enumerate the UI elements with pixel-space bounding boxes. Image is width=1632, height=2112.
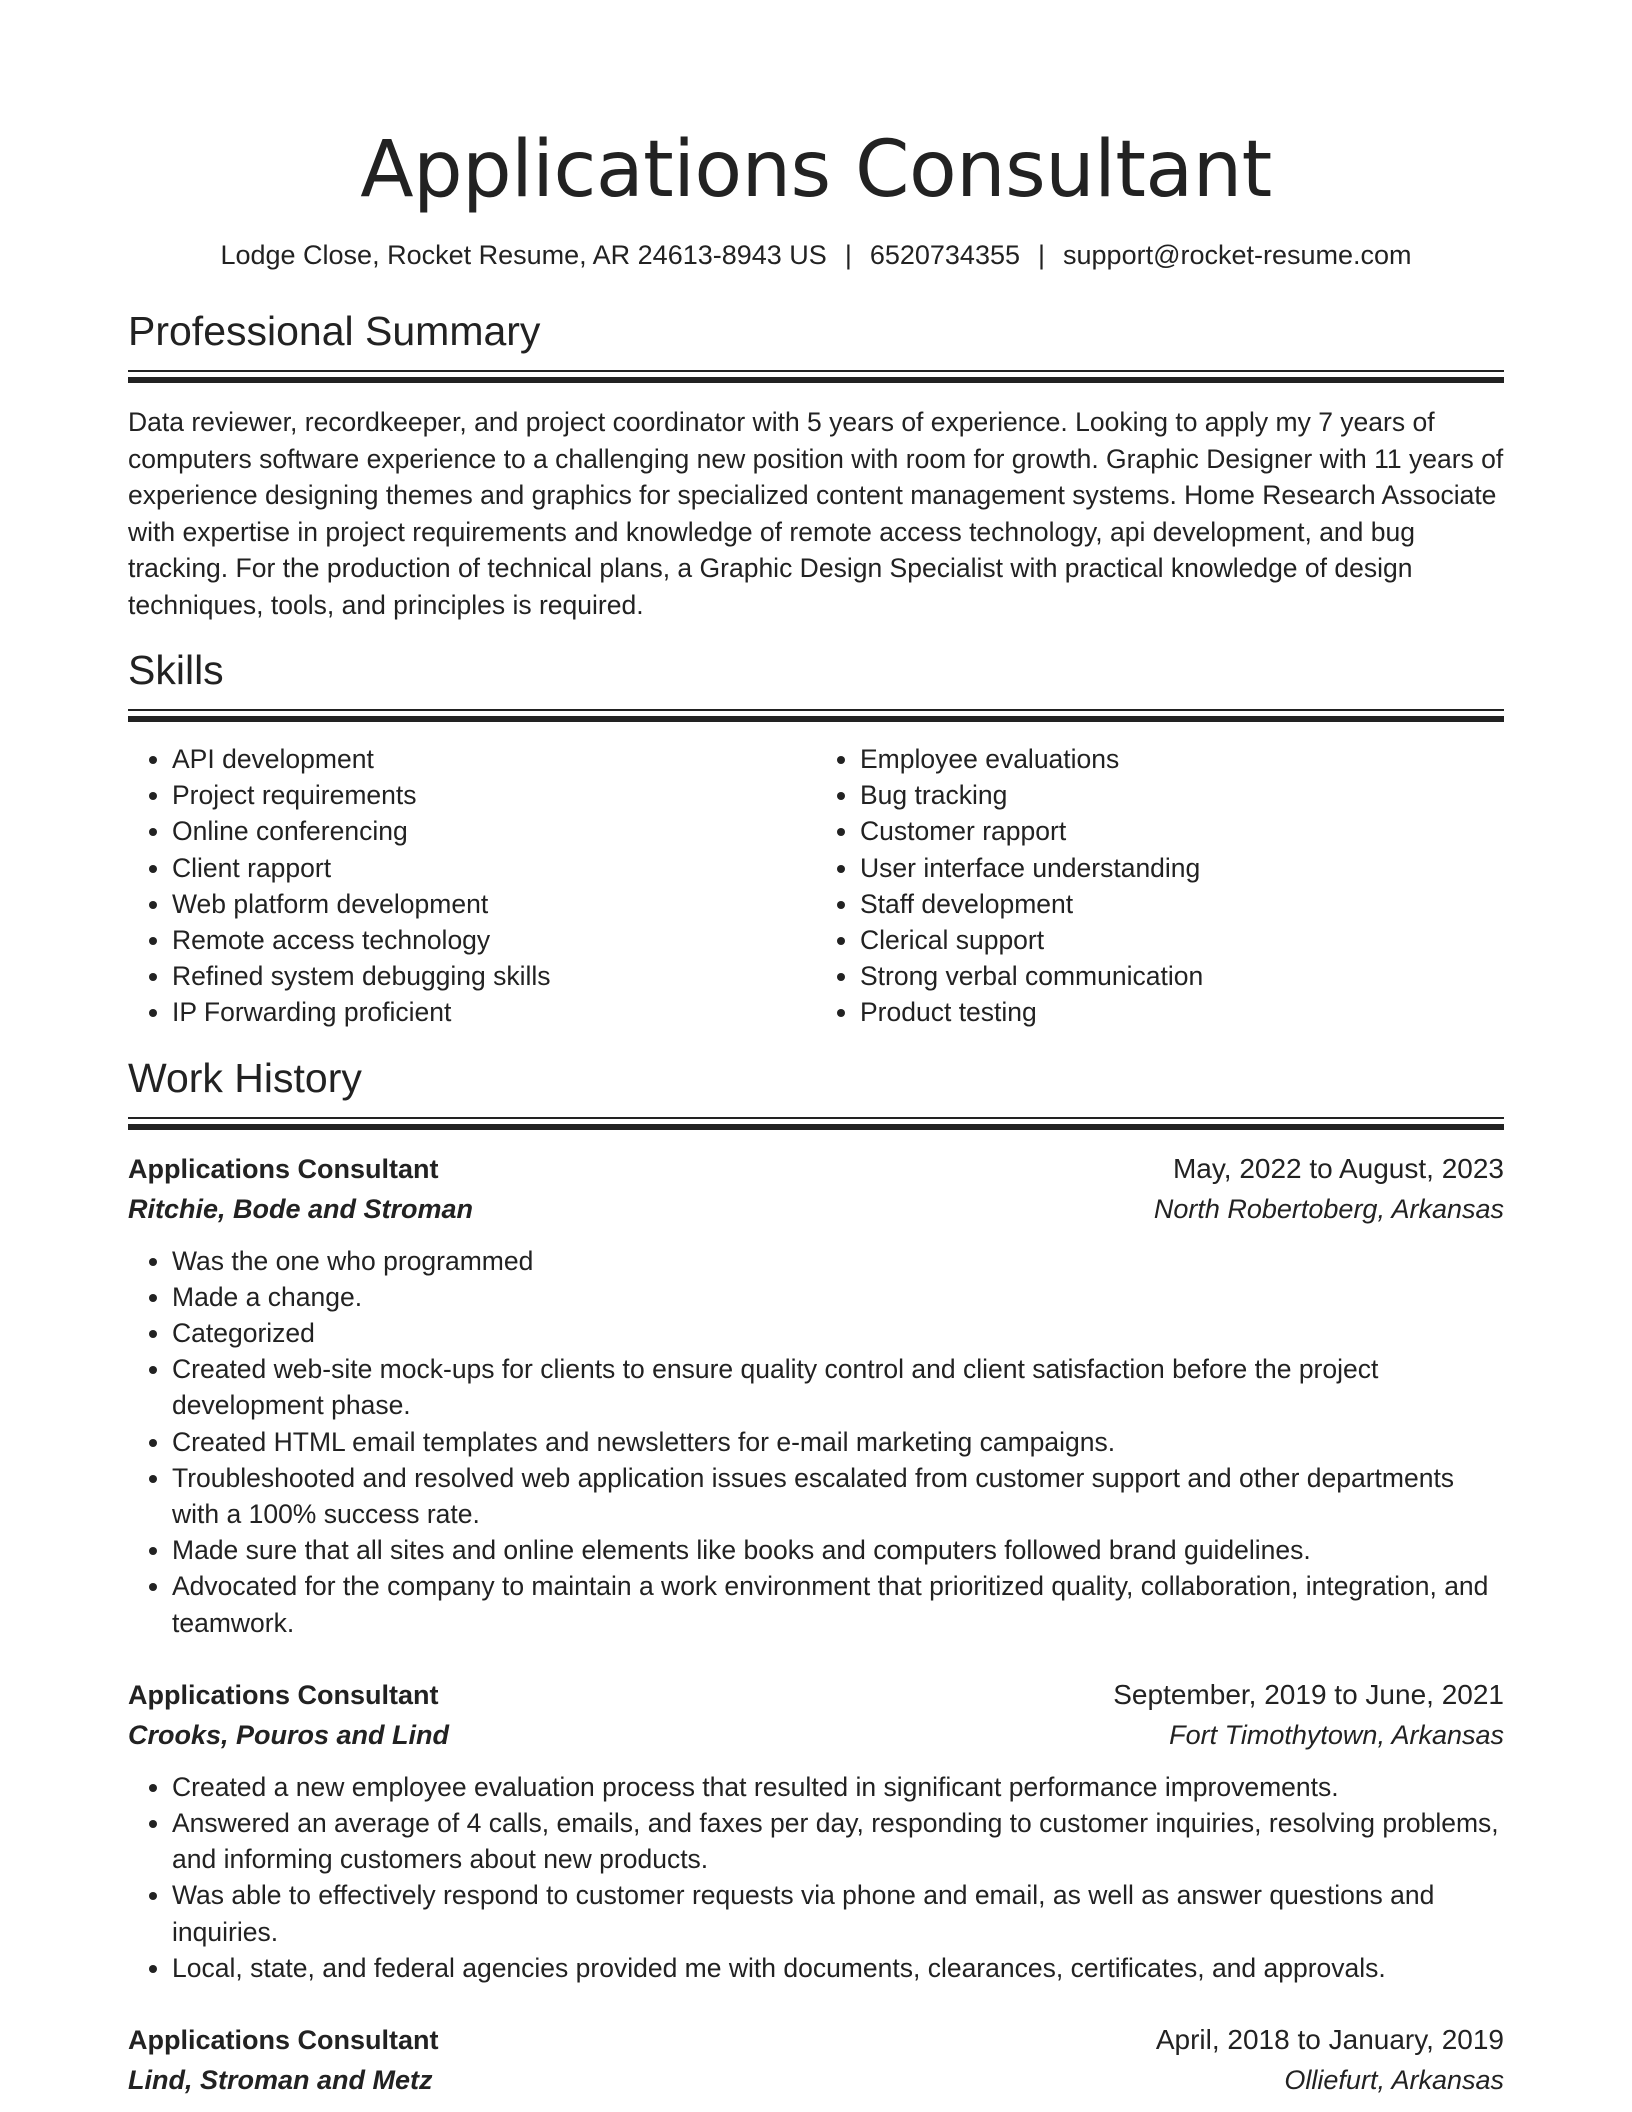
job-location: North Robertoberg, Arkansas bbox=[1153, 1193, 1504, 1224]
job-company: Lind, Stroman and Metz bbox=[128, 2065, 433, 2096]
list-item: • Online conferencing bbox=[172, 813, 816, 849]
list-item: • Local, state, and federal agencies provided me with documents, clearances, certificates, and approvals. bbox=[172, 1950, 1504, 1986]
job-title: Applications Consultant bbox=[128, 1153, 439, 1184]
list-item: • IP Forwarding proficient bbox=[172, 994, 816, 1030]
contact-address: Lodge Close, Rocket Resume, AR 24613-8943 US bbox=[220, 240, 827, 270]
list-item: • Customer rapport bbox=[860, 813, 1504, 849]
job-company: Ritchie, Bode and Stroman bbox=[128, 1193, 474, 1224]
section-divider bbox=[128, 370, 1504, 384]
job-company-row bbox=[128, 1715, 1504, 1755]
list-item: • Remote access technology bbox=[172, 922, 816, 958]
job-bullets bbox=[128, 1243, 1504, 1641]
section-heading-work-history: Work History bbox=[128, 1054, 362, 1101]
job-entry bbox=[128, 1675, 1504, 1986]
job-title-row bbox=[128, 1675, 1504, 1715]
job-title-row bbox=[128, 1149, 1504, 1189]
job-dates: September, 2019 to June, 2021 bbox=[1113, 1678, 1504, 1710]
job-title-row bbox=[128, 2020, 1504, 2060]
contact-line bbox=[128, 238, 1504, 272]
list-item: • Product testing bbox=[860, 994, 1504, 1030]
list-item: • Answered an average of 4 calls, emails, and faxes per day, responding to customer inquiries, resolving problems, and informing customers about new products. bbox=[172, 1805, 1504, 1877]
job-company-row bbox=[128, 2060, 1504, 2100]
contact-phone: 6520734355 bbox=[869, 240, 1020, 270]
skills-columns bbox=[128, 741, 1504, 1031]
job-entry bbox=[128, 1149, 1504, 1641]
job-entry bbox=[128, 2020, 1504, 2100]
list-item: • Client rapport bbox=[172, 850, 816, 886]
list-item: • Troubleshooted and resolved web application issues escalated from customer support and other departments with a 100% success rate. bbox=[172, 1460, 1504, 1532]
job-bullets bbox=[128, 1769, 1504, 1986]
job-company-row bbox=[128, 1189, 1504, 1229]
section-heading-summary: Professional Summary bbox=[128, 308, 541, 354]
contact-email[interactable]: support@rocket-resume.com bbox=[1063, 240, 1412, 270]
resume-name: Applications Consultant bbox=[360, 125, 1272, 215]
list-item: • Created a new employee evaluation process that resulted in significant performance improvements. bbox=[172, 1769, 1504, 1805]
list-item: • Advocated for the company to maintain a work environment that prioritized quality, collaboration, integration, and teamwork. bbox=[172, 1568, 1504, 1640]
list-item: • Staff development bbox=[860, 886, 1504, 922]
job-company: Crooks, Pouros and Lind bbox=[128, 1719, 450, 1750]
list-item: • Made sure that all sites and online elements like books and computers followed brand guidelines. bbox=[172, 1532, 1504, 1568]
section-heading-skills: Skills bbox=[128, 647, 224, 693]
skills-list-right bbox=[816, 741, 1504, 1031]
work-history-section bbox=[128, 1053, 1504, 2100]
contact-separator: | bbox=[844, 240, 852, 270]
list-item: • Clerical support bbox=[860, 922, 1504, 958]
list-item: • Categorized bbox=[172, 1315, 1504, 1351]
list-item: • Created HTML email templates and newsletters for e-mail marketing campaigns. bbox=[172, 1424, 1504, 1460]
summary-section bbox=[128, 306, 1504, 623]
list-item: • API development bbox=[172, 741, 816, 777]
job-title: Applications Consultant bbox=[128, 1679, 439, 1710]
list-item: • Refined system debugging skills bbox=[172, 958, 816, 994]
list-item: • User interface understanding bbox=[860, 850, 1504, 886]
summary-text: Data reviewer, recordkeeper, and project coordinator with 5 years of experience. Looking to apply my 7 years of computers software experience to a challenging new position with room for growth. Graphic Designer with 11 years of experience designing themes and graphics for specialized content management systems. Home Research Associate with expertise in project requirements and knowledge of remote access technology, api development, and bug tracking. For the production of technical plans, a Graphic Design Specialist with practical knowledge of design techniques, tools, and principles is required. bbox=[128, 407, 1504, 620]
list-item: • Made a change. bbox=[172, 1279, 1504, 1315]
list-item: • Strong verbal communication bbox=[860, 958, 1504, 994]
job-title: Applications Consultant bbox=[128, 2025, 439, 2056]
section-divider bbox=[128, 709, 1504, 723]
list-item: • Project requirements bbox=[172, 777, 816, 813]
skills-list-left bbox=[128, 741, 816, 1031]
contact-separator: | bbox=[1038, 240, 1046, 270]
list-item: • Bug tracking bbox=[860, 777, 1504, 813]
skills-section bbox=[128, 645, 1504, 1031]
job-list bbox=[128, 1149, 1504, 2100]
job-location: Olliefurt, Arkansas bbox=[1284, 2065, 1504, 2096]
list-item: • Was the one who programmed bbox=[172, 1243, 1504, 1279]
job-dates: April, 2018 to January, 2019 bbox=[1155, 2024, 1504, 2056]
job-location: Fort Timothytown, Arkansas bbox=[1169, 1719, 1504, 1750]
section-divider bbox=[128, 1117, 1504, 1131]
job-dates: May, 2022 to August, 2023 bbox=[1172, 1152, 1504, 1184]
list-item: • Was able to effectively respond to customer requests via phone and email, as well as answer questions and inquiries. bbox=[172, 1877, 1504, 1949]
list-item: • Created web-site mock-ups for clients to ensure quality control and client satisfaction before the project development phase. bbox=[172, 1351, 1504, 1423]
list-item: • Web platform development bbox=[172, 886, 816, 922]
list-item: • Employee evaluations bbox=[860, 741, 1504, 777]
